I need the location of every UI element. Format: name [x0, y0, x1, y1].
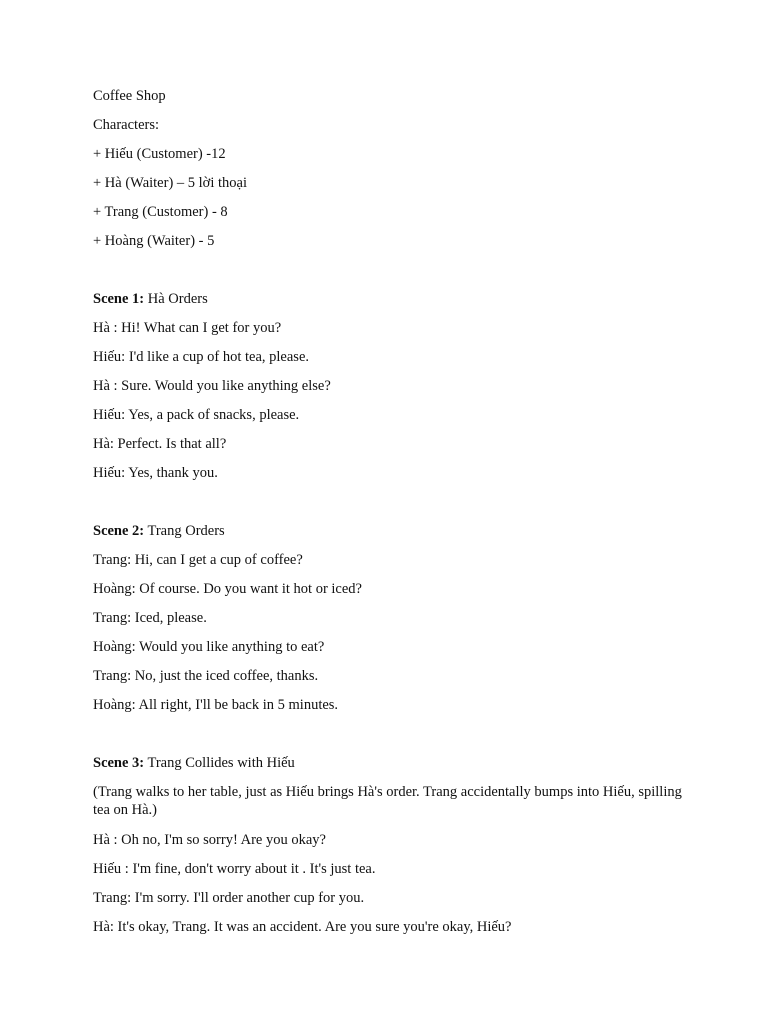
scene-title: Trang Collides with Hiếu [144, 755, 295, 771]
dialogue-line: Hà: Perfect. Is that all? [93, 436, 227, 452]
dialogue-line: Hiếu: I'd like a cup of hot tea, please. [93, 349, 310, 365]
dialogue-line: Trang: Iced, please. [93, 610, 207, 626]
dialogue-line: Trang: No, just the iced coffee, thanks. [93, 668, 319, 684]
dialogue-line: Hà : Hi! What can I get for you? [93, 320, 282, 336]
dialogue-line: Trang: Hi, can I get a cup of coffee? [93, 552, 303, 568]
dialogue-line: Hoàng: All right, I'll be back in 5 minutes. [93, 697, 339, 713]
scene-label: Scene 2: [93, 523, 145, 539]
dialogue-line: Hà: It's okay, Trang. It was an accident. Are you sure you're okay, Hiếu? [93, 919, 512, 935]
character-line: + Hiếu (Customer) -12 [93, 146, 226, 162]
dialogue-line: Hiếu : I'm fine, don't worry about it . It's just tea. [93, 861, 376, 877]
dialogue-line: Hoàng: Would you like anything to eat? [93, 639, 325, 655]
scene-title: Hà Orders [144, 291, 208, 307]
character-line: + Trang (Customer) - 8 [93, 204, 228, 220]
scene-title: Trang Orders [144, 523, 225, 539]
dialogue-line: Hiếu: Yes, a pack of snacks, please. [93, 407, 300, 423]
scene-label: Scene 3: [93, 755, 145, 771]
dialogue-line: Hà : Sure. Would you like anything else? [93, 378, 331, 394]
stage-direction: (Trang walks to her table, just as Hiếu brings Hà's order. Trang accidentally bumps into Hiếu, spilling tea on Hà.) [93, 784, 682, 818]
scene-label: Scene 1: [93, 291, 145, 307]
characters-heading: Characters: [93, 117, 160, 133]
scene-1-heading [93, 290, 208, 308]
dialogue-line: Hà : Oh no, I'm so sorry! Are you okay? [93, 832, 326, 848]
character-line: + Hoàng (Waiter) - 5 [93, 233, 215, 249]
scene-2-heading [93, 522, 225, 540]
character-line: + Hà (Waiter) – 5 lời thoại [93, 175, 247, 191]
dialogue-line: Hiếu: Yes, thank you. [93, 465, 218, 481]
dialogue-line: Hoàng: Of course. Do you want it hot or iced? [93, 581, 362, 597]
scene-3-heading [93, 754, 295, 772]
dialogue-line: Trang: I'm sorry. I'll order another cup for you. [93, 890, 365, 906]
document-title: Coffee Shop [93, 88, 166, 104]
